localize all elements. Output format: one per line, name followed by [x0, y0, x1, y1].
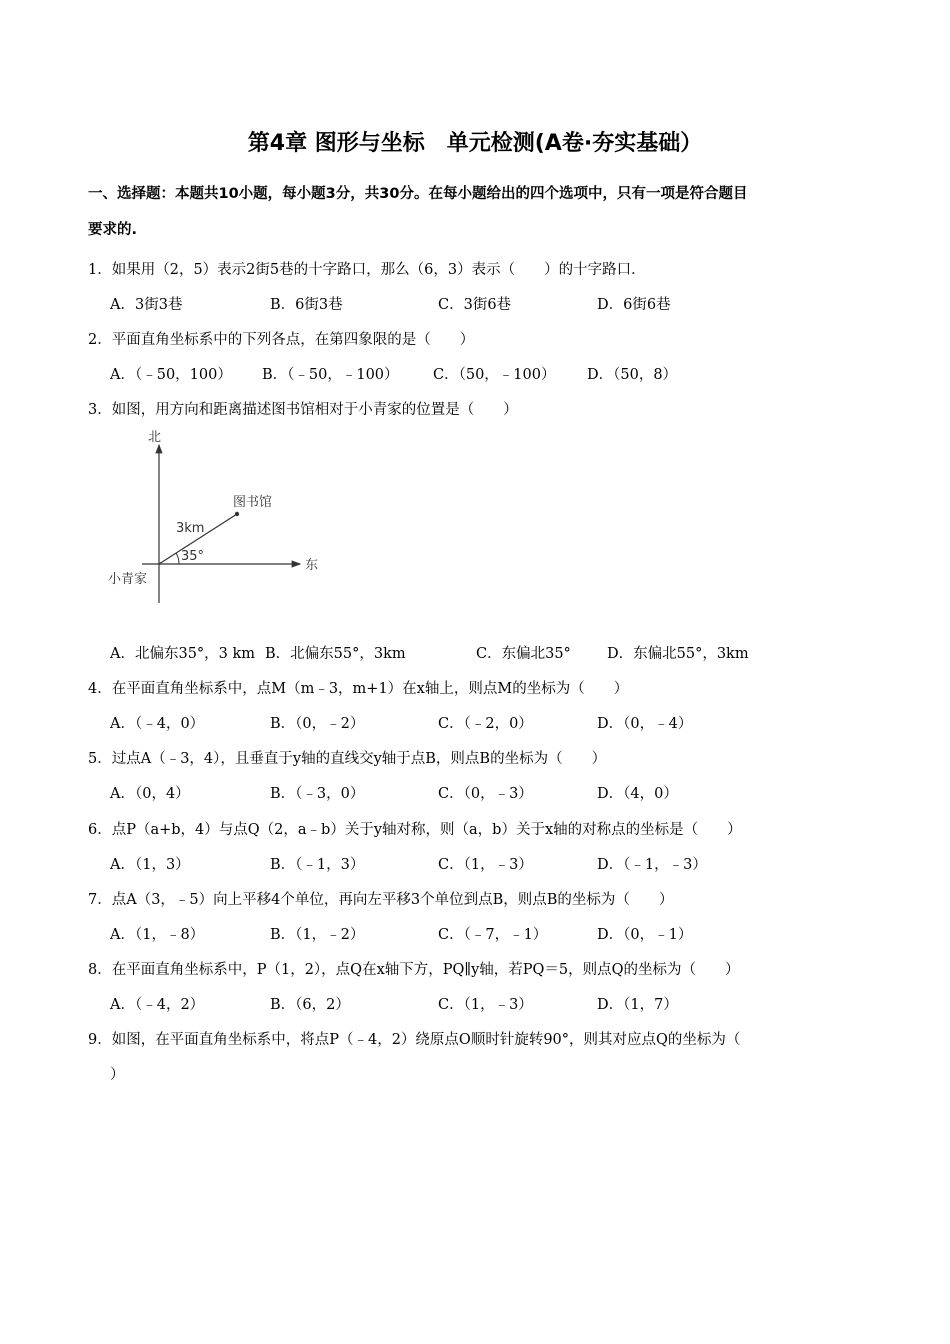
q2-option-c[interactable]: C．（50，﹣100） [433, 367, 556, 383]
direction-figure [100, 425, 340, 610]
q1-option-b[interactable]: B．6街3巷 [270, 297, 343, 313]
north-label: 北 [148, 430, 162, 445]
target-label: 图书馆 [233, 495, 273, 510]
q5-option-b[interactable]: B．（﹣3，0） [270, 786, 365, 802]
angle-label: 35° [181, 549, 205, 564]
q2-option-b[interactable]: B．（﹣50，﹣100） [262, 367, 399, 383]
q8-option-c[interactable]: C．（1，﹣3） [438, 997, 533, 1013]
q4-option-a[interactable]: A．（﹣4，0） [110, 716, 205, 732]
q6-option-d[interactable]: D．（﹣1，﹣3） [597, 857, 707, 873]
question-5: 5．过点A（﹣3，4），且垂直于y轴的直线交y轴于点B，则点B的坐标为（ ） [88, 751, 607, 767]
q2-option-a[interactable]: A．（﹣50，100） [110, 367, 232, 383]
question-9-continuation: ） [110, 1067, 125, 1083]
q8-option-d[interactable]: D．（1，7） [597, 997, 678, 1013]
q6-option-b[interactable]: B．（﹣1，3） [270, 857, 365, 873]
q7-option-c[interactable]: C．（﹣7，﹣1） [438, 927, 548, 943]
page-title: 第4章 图形与坐标 单元检测(A卷·夯实基础） [247, 131, 703, 156]
q5-option-a[interactable]: A．（0，4） [110, 786, 190, 802]
q2-option-d[interactable]: D．（50，8） [587, 367, 678, 383]
question-9: 9．如图，在平面直角坐标系中，将点P（﹣4，2）绕原点O顺时针旋转90°，则其对应点Q的坐标为（ [88, 1032, 741, 1048]
q6-option-c[interactable]: C．（1，﹣3） [438, 857, 533, 873]
question-7: 7．点A（3，﹣5）向上平移4个单位，再向左平移3个单位到点B，则点B的坐标为（ ） [88, 892, 674, 908]
library-point [235, 512, 239, 516]
question-4: 4．在平面直角坐标系中，点M（m﹣3，m+1）在x轴上，则点M的坐标为（ ） [88, 681, 629, 697]
section-heading [88, 176, 868, 248]
distance-label: 3km [176, 521, 205, 536]
q6-option-a[interactable]: A．（1，3） [110, 857, 190, 873]
q3-option-d[interactable]: D．东偏北55°，3km [607, 646, 749, 662]
question-3: 3．如图，用方向和距离描述图书馆相对于小青家的位置是（ ） [88, 402, 518, 418]
section-heading-line2: 要求的. [88, 222, 138, 238]
section-heading-line1: 一、选择题：本题共10小题，每小题3分，共30分。在每小题给出的四个选项中，只有一项是符合题目 [88, 186, 748, 202]
q4-option-b[interactable]: B．（0，﹣2） [270, 716, 365, 732]
question-1: 1．如果用（2，5）表示2街5巷的十字路口，那么（6，3）表示（ ）的十字路口． [88, 262, 646, 278]
q4-option-d[interactable]: D．（0，﹣4） [597, 716, 693, 732]
q3-option-c[interactable]: C．东偏北35° [476, 646, 571, 662]
east-label: 东 [305, 558, 319, 573]
q1-option-c[interactable]: C．3街6巷 [438, 297, 512, 313]
question-8: 8．在平面直角坐标系中，P（1，2），点Q在x轴下方，PQ∥y轴，若PQ＝5，则点Q的坐标为（ ） [88, 962, 740, 978]
q5-option-c[interactable]: C．（0，﹣3） [438, 786, 533, 802]
q8-option-b[interactable]: B．（6，2） [270, 997, 350, 1013]
question-2: 2．平面直角坐标系中的下列各点，在第四象限的是（ ） [88, 332, 475, 348]
q1-option-a[interactable]: A．3街3巷 [110, 297, 183, 313]
q3-option-b[interactable]: B．北偏东55°，3km [265, 646, 406, 662]
q7-option-b[interactable]: B．（1，﹣2） [270, 927, 365, 943]
q5-option-d[interactable]: D．（4，0） [597, 786, 678, 802]
angle-arc [176, 553, 179, 564]
q3-option-a[interactable]: A．北偏东35°，3 km [110, 646, 256, 662]
q4-option-c[interactable]: C．（﹣2，0） [438, 716, 533, 732]
question-6: 6．点P（a+b，4）与点Q（2，a﹣b）关于y轴对称，则（a，b）关于x轴的对称点的坐标是（ ） [88, 822, 742, 838]
q7-option-a[interactable]: A．（1，﹣8） [110, 927, 205, 943]
q8-option-a[interactable]: A．（﹣4，2） [110, 997, 205, 1013]
q7-option-d[interactable]: D．（0，﹣1） [597, 927, 693, 943]
q1-option-d[interactable]: D．6街6巷 [597, 297, 671, 313]
origin-label: 小青家 [108, 572, 148, 587]
